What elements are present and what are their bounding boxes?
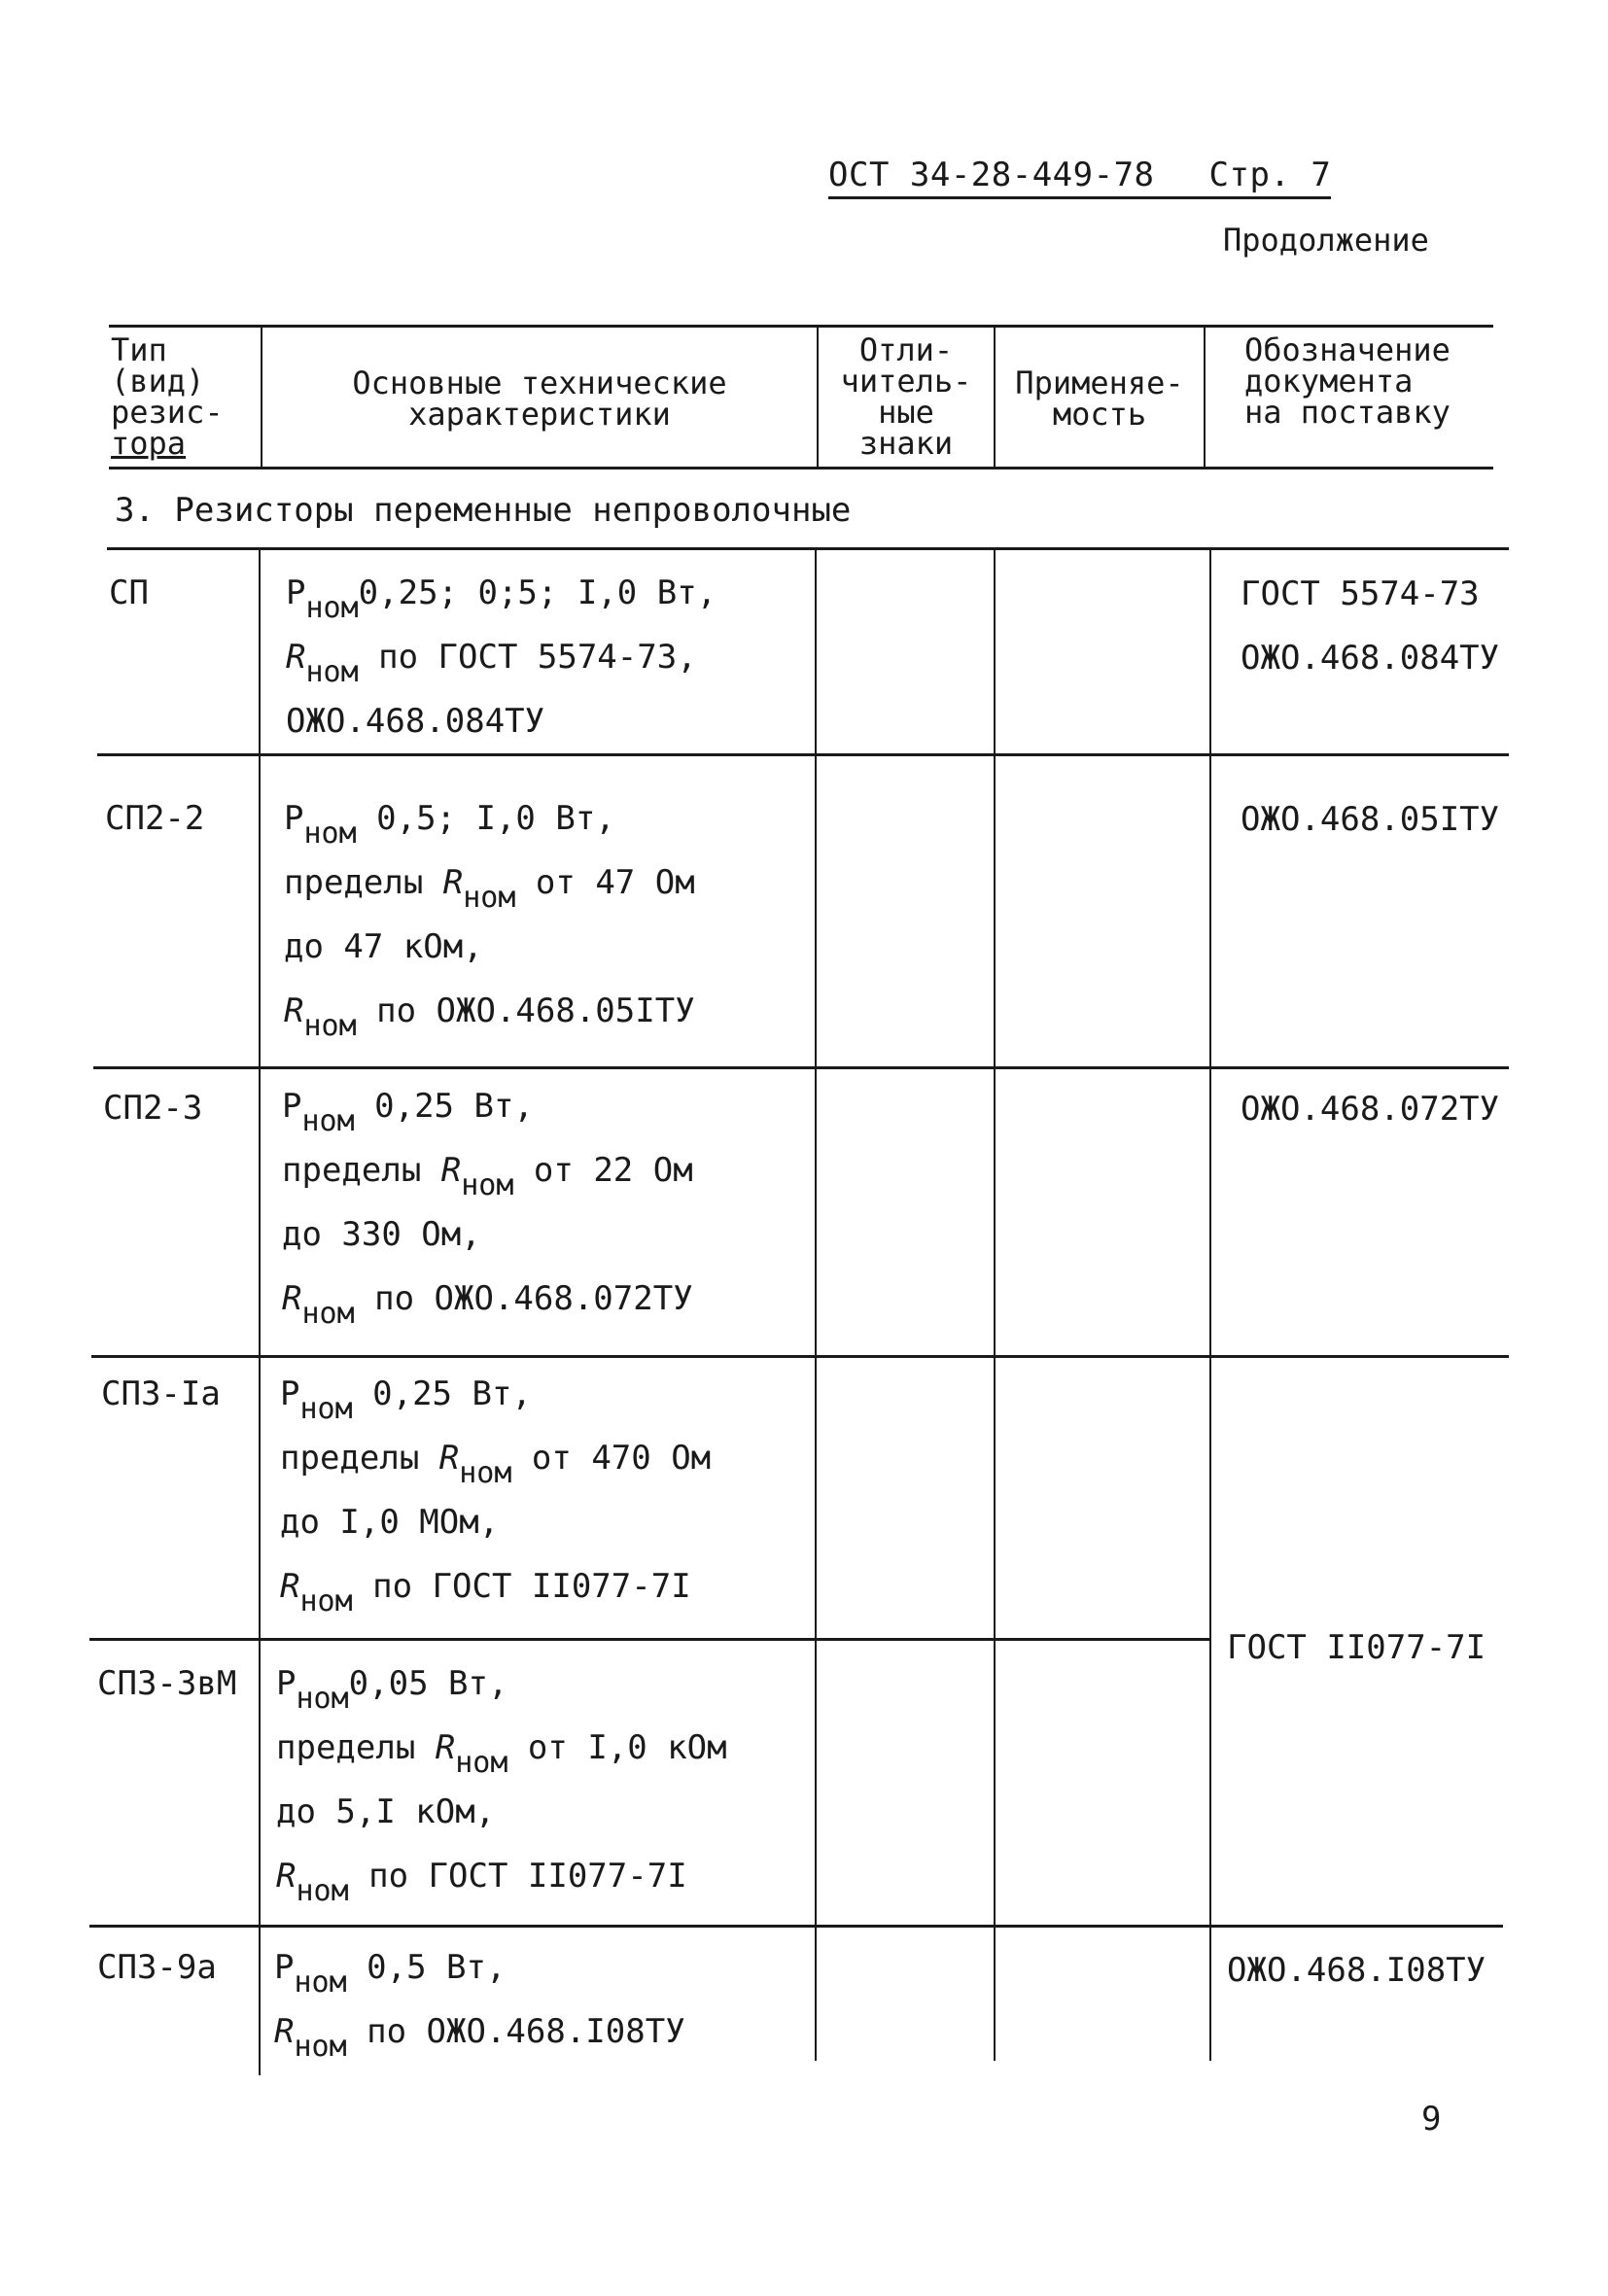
- resistance-symbol: R: [276, 1857, 297, 1896]
- spec-cell: [276, 1664, 727, 1921]
- spec-line: [280, 1503, 711, 1567]
- nominal-subscript: ном: [294, 1966, 347, 2000]
- resistor-type: СП2-3: [103, 1089, 203, 1128]
- spec-line: [284, 991, 695, 1056]
- delivery-doc: ОЖО.468.I08ТУ: [1227, 1951, 1486, 1990]
- power-symbol: Р: [284, 799, 304, 838]
- spec-text: до 330 Ом,: [282, 1215, 481, 1254]
- spec-text: по ОЖО.468.05IТУ: [356, 991, 695, 1030]
- spec-text: по ОЖО.468.I08ТУ: [346, 2012, 685, 2051]
- spec-text: по ОЖО.468.072ТУ: [354, 1279, 693, 1318]
- spec-line: [280, 1374, 711, 1439]
- spec-cell: [282, 1087, 693, 1343]
- nominal-subscript: ном: [294, 2030, 347, 2064]
- resistance-symbol: R: [435, 1728, 456, 1767]
- row-separator: [91, 1355, 1509, 1358]
- spec-line: [282, 1215, 693, 1279]
- resistance-symbol: R: [274, 2012, 295, 2051]
- resistance-symbol: R: [440, 1151, 462, 1190]
- nominal-subscript: ном: [296, 1874, 349, 1908]
- resistance-symbol: R: [282, 1279, 302, 1318]
- body-divider: [1209, 549, 1211, 2061]
- body-divider: [259, 549, 261, 2075]
- resistor-type: СП2-2: [105, 799, 205, 838]
- spec-line: [276, 1792, 727, 1857]
- spec-line: [282, 1087, 693, 1151]
- nominal-subscript: ном: [303, 817, 357, 851]
- nominal-subscript: ном: [301, 1297, 355, 1331]
- header-divider: [1204, 327, 1206, 467]
- spec-text: 0,25; 0;5; I,0 Вт,: [358, 574, 717, 612]
- delivery-doc: ОЖО.468.072ТУ: [1241, 1090, 1500, 1129]
- body-divider: [815, 549, 817, 2061]
- resistance-symbol: R: [438, 1439, 460, 1478]
- spec-text: 0,5 Вт,: [346, 1948, 507, 1987]
- resistor-type: СП3-Iа: [101, 1374, 221, 1413]
- table-header-rule: [109, 467, 1493, 470]
- spec-text: от 470 Ом: [511, 1439, 712, 1478]
- delivery-doc-cell: [1241, 1077, 1499, 1141]
- spec-text: от 22 Ом: [513, 1151, 693, 1190]
- row-separator: [89, 1925, 1503, 1928]
- section-rule: [107, 547, 1509, 550]
- page-number: 9: [1421, 2100, 1442, 2139]
- continuation-label: Продолжение: [1223, 222, 1429, 259]
- spec-cell: [274, 1948, 685, 2076]
- spec-text: по ГОСТ II077-7I: [348, 1857, 687, 1896]
- header-applicability: Применяе- мость: [1015, 365, 1184, 433]
- spec-cell: [280, 1374, 711, 1631]
- delivery-doc: ОЖО.468.05IТУ: [1241, 800, 1500, 839]
- spec-line: [286, 702, 717, 766]
- power-symbol: Р: [286, 574, 306, 612]
- header-delivery: Обозначение документа на поставку: [1244, 331, 1451, 431]
- resistance-symbol: R: [286, 638, 306, 677]
- spec-text: 0,5; I,0 Вт,: [356, 799, 615, 838]
- spec-line: [276, 1664, 727, 1728]
- resistance-symbol: R: [284, 991, 304, 1030]
- spec-text: по ГОСТ 5574-73,: [358, 638, 697, 677]
- power-symbol: Р: [280, 1374, 300, 1413]
- power-symbol: Р: [274, 1948, 295, 1987]
- resistance-symbol: R: [442, 863, 464, 902]
- page-reference: Стр. 7: [1208, 156, 1332, 194]
- document-header: [828, 156, 1331, 199]
- spec-prefix: пределы: [284, 863, 443, 902]
- nominal-subscript: ном: [461, 1168, 514, 1202]
- spec-line: [276, 1728, 727, 1792]
- resistance-symbol: R: [280, 1567, 300, 1606]
- spec-line: [284, 863, 695, 927]
- nominal-subscript: ном: [301, 1104, 355, 1138]
- resistor-type: СП3-3вМ: [97, 1664, 237, 1703]
- header-type: Тип (вид) резис- тора: [111, 331, 224, 462]
- spec-text: от 47 Ом: [515, 863, 695, 902]
- spec-cell: [286, 574, 717, 766]
- spec-text: 0,25 Вт,: [352, 1374, 532, 1413]
- spec-text: до 47 кОм,: [284, 927, 483, 966]
- spec-text: ОЖО.468.084ТУ: [286, 702, 545, 741]
- spec-prefix: пределы: [276, 1728, 436, 1767]
- nominal-subscript: ном: [455, 1746, 508, 1780]
- spec-line: [286, 638, 717, 702]
- body-divider: [994, 549, 996, 2061]
- spec-text: до 5,I кОм,: [276, 1792, 496, 1831]
- resistor-type: СП: [109, 574, 149, 612]
- spec-line: [284, 927, 695, 991]
- power-symbol: Р: [282, 1087, 302, 1126]
- spec-line: [274, 2012, 685, 2076]
- delivery-doc: ГОСТ 5574-73: [1241, 574, 1480, 613]
- nominal-subscript: ном: [299, 1392, 353, 1426]
- resistor-type: СП3-9а: [97, 1948, 217, 1987]
- row-separator: [93, 1066, 1509, 1069]
- nominal-subscript: ном: [463, 881, 516, 915]
- nominal-subscript: ном: [305, 591, 359, 625]
- delivery-doc-cell: [1241, 562, 1499, 690]
- spec-cell: [284, 799, 695, 1056]
- spec-text: до I,0 МОм,: [280, 1503, 500, 1542]
- spec-prefix: пределы: [282, 1151, 441, 1190]
- spec-text: от I,0 кОм: [507, 1728, 727, 1767]
- header-marks: Отли- читель- ные знаки: [840, 331, 972, 462]
- spec-text: по ГОСТ II077-7I: [352, 1567, 691, 1606]
- doc-number: ОСТ 34-28-449-78: [828, 156, 1155, 194]
- spec-text: 0,05 Вт,: [348, 1664, 508, 1703]
- spec-line: [286, 574, 717, 638]
- nominal-subscript: ном: [459, 1456, 512, 1490]
- table-top-rule: [109, 325, 1493, 328]
- nominal-subscript: ном: [299, 1584, 353, 1618]
- nominal-subscript: ном: [305, 655, 359, 689]
- delivery-doc: ОЖО.468.084ТУ: [1241, 639, 1500, 678]
- nominal-subscript: ном: [296, 1682, 349, 1716]
- spec-line: [276, 1857, 727, 1921]
- power-symbol: Р: [276, 1664, 297, 1703]
- nominal-subscript: ном: [303, 1009, 357, 1043]
- spec-text: 0,25 Вт,: [354, 1087, 534, 1126]
- delivery-doc-cell: [1227, 1938, 1486, 2002]
- spec-line: [284, 799, 695, 863]
- merged-delivery-cell: ГОСТ II077-7I: [1227, 1628, 1486, 1667]
- spec-line: [282, 1279, 693, 1343]
- delivery-doc-cell: [1241, 787, 1499, 852]
- spec-line: [280, 1439, 711, 1503]
- spec-line: [274, 1948, 685, 2012]
- spec-line: [280, 1567, 711, 1631]
- header-specs: Основные технические характеристики: [352, 365, 727, 433]
- spec-line: [282, 1151, 693, 1215]
- section-title: 3. Резисторы переменные непроволочные: [115, 491, 852, 530]
- spec-prefix: пределы: [280, 1439, 439, 1478]
